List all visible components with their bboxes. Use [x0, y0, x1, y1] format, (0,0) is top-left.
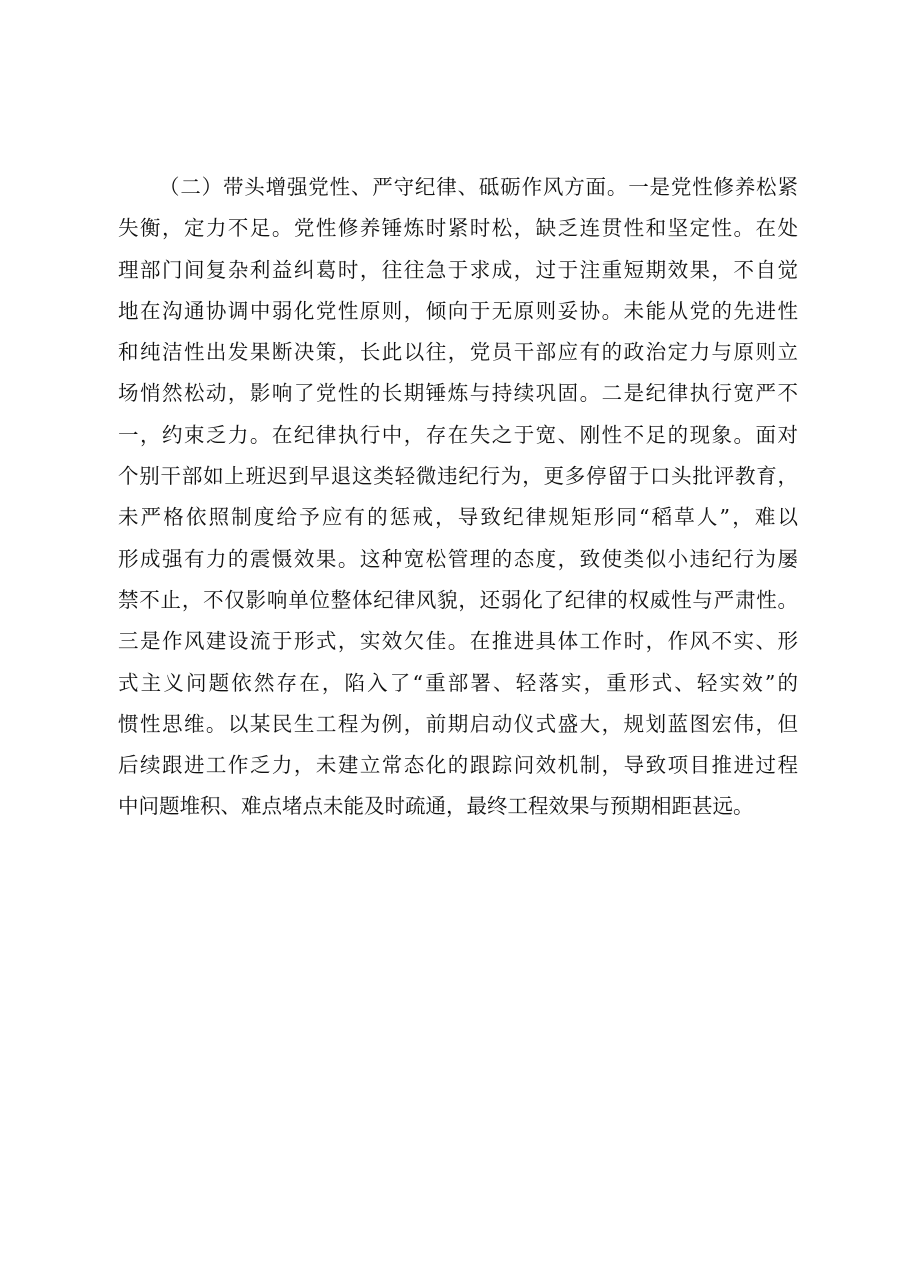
paragraph-line: 惯性思维。以某民生工程为例，前期启动仪式盛大，规划蓝图宏伟，但 [118, 711, 798, 736]
paragraph-line: 一，约束乏力。在纪律执行中，存在失之于宽、刚性不足的现象。面对 [118, 422, 798, 447]
paragraph-line: 和纯洁性出发果断决策，长此以往，党员干部应有的政治定力与原则立 [118, 340, 798, 365]
paragraph-line: 三是作风建设流于形式，实效欠佳。在推进具体工作时，作风不实、形 [118, 629, 798, 654]
paragraph-line: 未严格依照制度给予应有的惩戒，导致纪律规矩形同“稻草人”，难以 [118, 505, 798, 530]
paragraph-line: 地在沟通协调中弱化党性原则，倾向于无原则妥协。未能从党的先进性 [118, 298, 798, 323]
paragraph-line: 形成强有力的震慑效果。这种宽松管理的态度，致使类似小违纪行为屡 [118, 546, 798, 571]
paragraph-line: 理部门间复杂利益纠葛时，往往急于求成，过于注重短期效果，不自觉 [118, 257, 798, 282]
paragraph-line: 禁不止，不仅影响单位整体纪律风貌，还弱化了纪律的权威性与严肃性。 [118, 587, 798, 612]
body-paragraph [118, 167, 798, 828]
paragraph-line: 中问题堆积、难点堵点未能及时疏通，最终工程效果与预期相距甚远。 [118, 794, 754, 819]
paragraph-line: 后续跟进工作乏力，未建立常态化的跟踪问效机制，导致项目推进过程 [118, 753, 798, 778]
paragraph-line: （二）带头增强党性、严守纪律、砥砺作风方面。一是党性修养松紧 [159, 175, 798, 199]
paragraph-line: 式主义问题依然存在，陷入了“重部署、轻落实，重形式、轻实效”的 [118, 670, 798, 695]
paragraph-line: 场悄然松动，影响了党性的长期锤炼与持续巩固。二是纪律执行宽严不 [118, 381, 798, 406]
paragraph-line: 失衡，定力不足。党性修养锤炼时紧时松，缺乏连贯性和坚定性。在处 [118, 216, 798, 241]
paragraph-line: 个别干部如上班迟到早退这类轻微违纪行为，更多停留于口头批评教育， [118, 464, 798, 489]
